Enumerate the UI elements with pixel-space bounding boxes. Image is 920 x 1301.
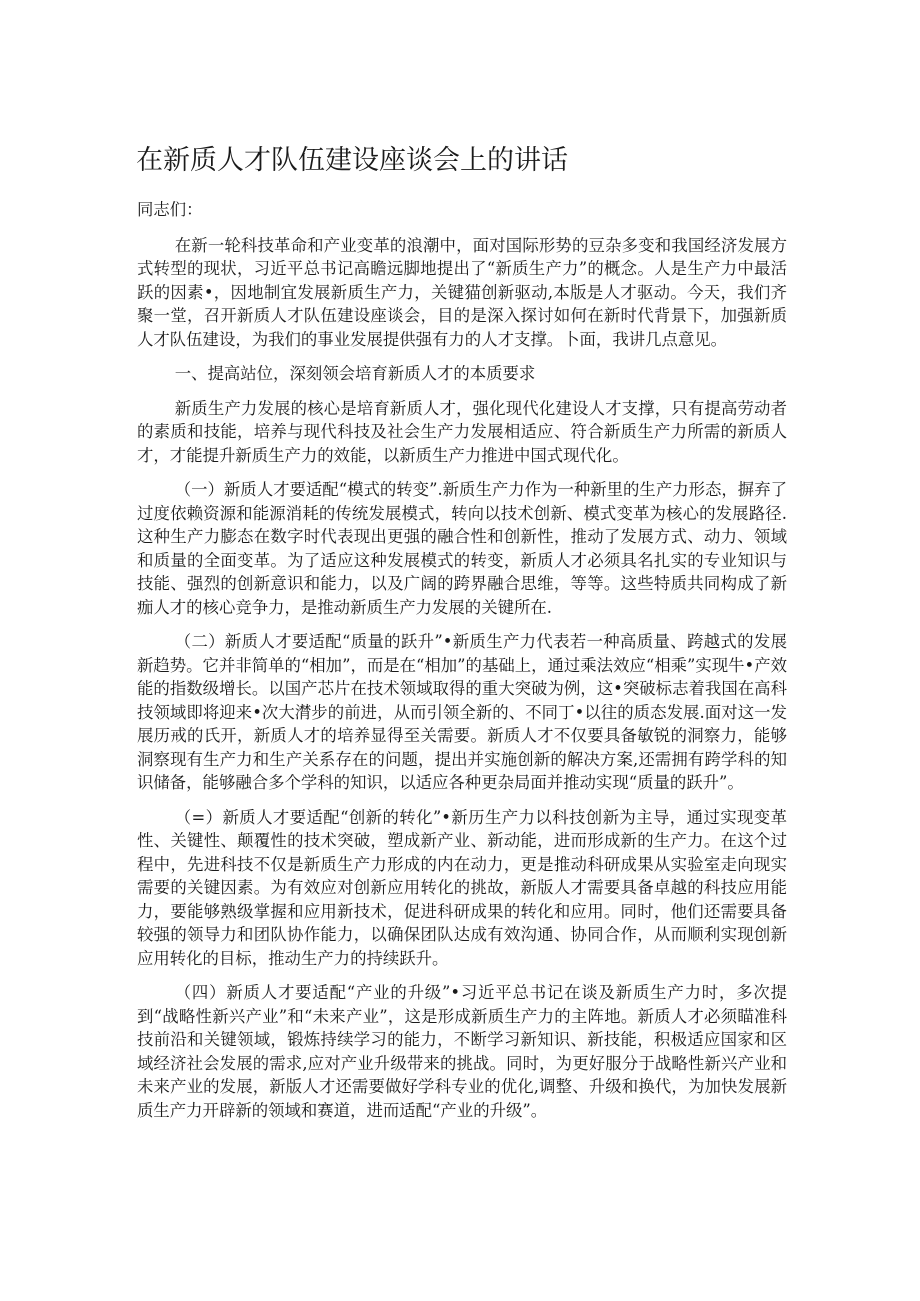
salutation: 同志们： (137, 200, 203, 219)
section-heading-1: 一、提高站位，深刻领会培育新质人才的本质要求 (174, 364, 536, 383)
paragraph-point-2: （二）新质人才要适配“质量的跃升”•新质生产力代表若一种高质量、跨越式的发展新趋势。它并非简单的“相加”，而是在“相加”的基础上，通过乘法效应“相乘”实现牛•产效能的指数级增长。以国产芯片在技术领域取得的重大突破为例，这•突破标志着我国在高科技领域即将迎来•次大潸步的前进，从而引领全新的、不同丁•以往的质态发展.面对这一发展历戒的氏开，新质人才的培养显得至关需要。新质人才不仅要具备敏锐的洞察力，能够洞察现有生产力和生产关系存在的问题，提出并实施创新的解决方案,还需拥有跨学科的知识储备，能够融合多个学科的知识，以适应各种更杂局面并推动实现“质量的跃升”。 (137, 632, 788, 792)
paragraph-point-3: （=）新质人才要适配“创新的转化”•新历生产力以科技创新为主导，通过实现变革性、关键性、颠覆性的技术突破，塑成新产业、新动能，进而形成新的生产力。在这个过程中，先进科技不仅是新质生产力形成的内在动力，更是推动科研成果从实验室走向现实需要的关键因素。为有效应对创新应用转化的挑故，新版人才需要具备卓越的科技应用能力，要能够熟级掌握和应用新技术，促进科研成果的转化和应用。同时，他们还需要具备较强的领导力和团队协作能力，以确保团队达成有效沟通、协同合作，从而顺利实现创新应用转化的目标，推动生产力的持续跃升。 (137, 807, 787, 968)
paragraph-core: 新质生产力发展的核心是培育新质人才，强化现代化建设人才支撑，只有提高劳动者的素质和技能，培养与现代科技及社会生产力发展相适应、符合新质生产力所需的新质人才，才能提升新质生产力的效能，以新质生产力推进中国式现代化。 (137, 398, 787, 465)
paragraph-intro: 在新一轮科技革命和产业变革的浪潮中，面对国际形势的豆杂多变和我国经济发展方式转型的现状，习近平总书记高瞻远脚地提出了“新质生产力”的概念。人是生产力中最活跃的因素•，因地制宜发展新质生产力，关键猫创新驱动,本版是人才驱动。今天，我们齐聚一堂，召开新质人才队伍建设座谈会，目的是深入探讨如何在新时代背景下，加强新质人才队伍建设，为我们的事业发展提供强有力的人才支撑。卜面，我讲几点意见。 (137, 235, 787, 349)
paragraph-point-1: （一）新质人才要适配“模式的转变”.新质生产力作为一种新里的生产力形态，摒弃了过度依赖资源和能源消耗的传统发展模式，转向以技术创新、模式变革为核心的发展路径.这种生产力膨态在数字时代表现出更强的融合性和创新性，推动了发展方式、动力、领域和质量的全面变革。为了适应这种发展模式的转变，新质人才必须具名扎实的专业知识与技能、强烈的创新意识和能力，以及广阔的跨界融合思维，等等。这些特质共同构成了新痂人才的核心竞争力，是推动新质生产力发展的关键所在. (137, 480, 787, 617)
paragraph-point-4: （四）新质人才要适配“产业的升级”•习近平总书记在谈及新质生产力时，多次提到“战略性新兴产业”和“未来产业”，这是形成新质生产力的主阵地。新质人才必须瞄准科技前沿和关键领域，锻炼持续学习的能力，不断学习新知识、新技能，积极适应国家和区域经济社会发展的需求,应对产业升级带来的挑战。同时，为更好服分于战略性新兴产业和未来产业的发展，新版人才还需要做好学科专业的优化,调整、升级和换代，为加快发展新质生产力开辟新的领域和赛道，进而适配“产业的升级”。 (137, 983, 787, 1120)
document-body (137, 198, 787, 1133)
document-title: 在新质人才队伍建设座谈会上的讲话 (136, 145, 568, 176)
